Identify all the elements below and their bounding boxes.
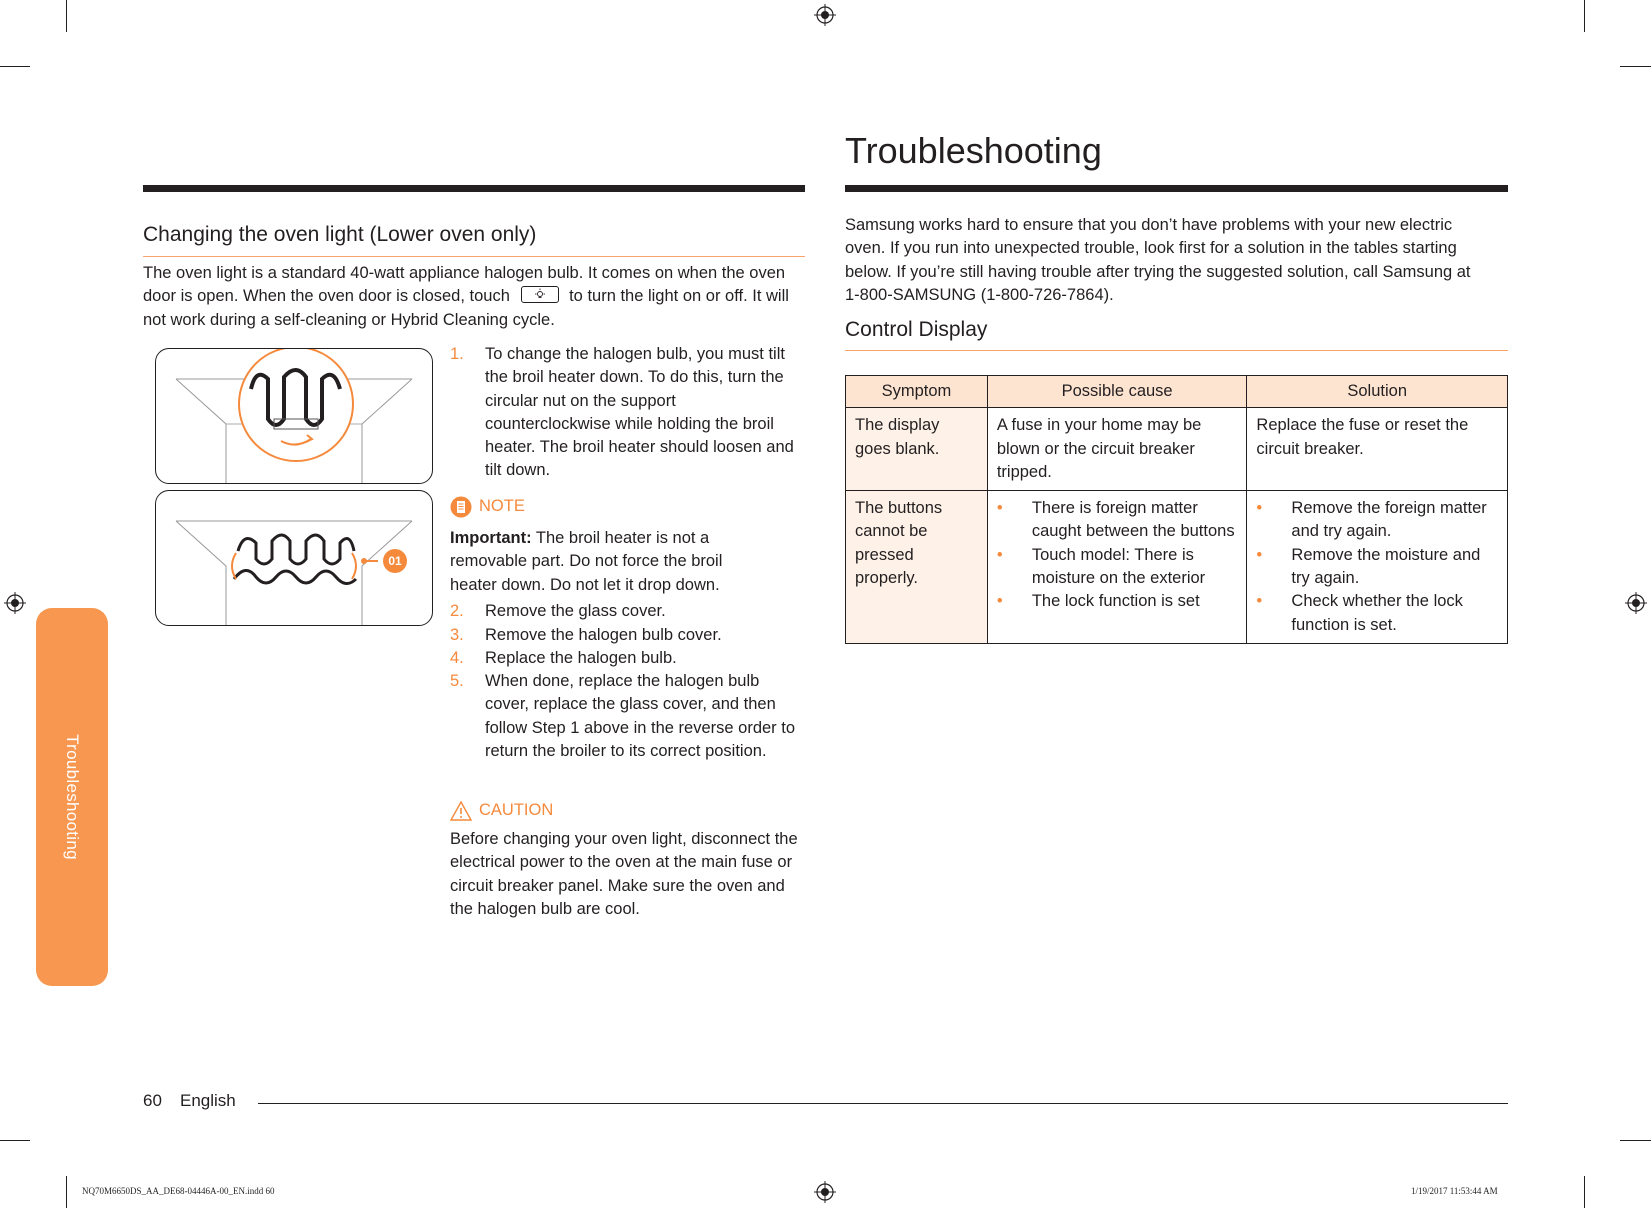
oven-broil-heater-illustration-top [155,348,433,484]
note-important-label: Important: [450,529,532,547]
registration-mark-icon [4,592,26,614]
left-column-rule [143,185,805,192]
list-item: • There is foreign matter caught between the buttons [997,497,1238,544]
list-item: • Check whether the lock function is set. [1256,590,1498,637]
table-row [846,491,1508,644]
column-header-solution: Solution [1247,376,1508,408]
list-item: • Remove the moisture and try again. [1256,544,1498,591]
step-number: 3. [450,626,464,644]
footer-rule [258,1103,1508,1104]
intro-text-part-1: The oven light is a standard 40-watt appliance halogen bulb. It comes on when the oven door is open. When the oven door is closed, touch [143,264,786,306]
step-number: 2. [450,602,464,620]
light-button-icon [521,286,559,303]
list-item: • The lock function is set [997,590,1238,613]
note-label: NOTE [479,497,525,515]
page-title: Troubleshooting [845,130,1102,171]
list-item: • Remove the foreign matter and try again. [1256,497,1498,544]
oven-light-intro [143,262,805,332]
footer-language: English [180,1091,236,1110]
crop-mark [1584,0,1585,32]
caution-text: Before changing your oven light, disconnect the electrical power to the oven at the main fuse or circuit breaker panel. Make sure the oven and the halogen bulb are cool. [450,830,798,918]
symptom-cell: The buttons cannot be pressed properly. [846,491,988,644]
step-text: Remove the glass cover. [485,602,666,620]
note-text: The broil heater is not a removable part. Do not force the broil heater down. Do not let it drop down. [450,529,723,594]
section-heading-oven-light: Changing the oven light (Lower oven only) [143,223,537,246]
caution-triangle-icon [450,801,472,821]
crop-mark [1620,66,1651,67]
step-number: 1. [450,345,464,363]
crop-mark [0,66,30,67]
solution-cell: Replace the fuse or reset the circuit breaker. [1247,408,1508,491]
column-header-cause: Possible cause [987,376,1247,408]
solution-list [1256,497,1498,637]
oven-broil-heater-illustration-bottom [155,490,433,626]
callout-01-badge [383,549,407,573]
step-text: Remove the halogen bulb cover. [485,626,722,644]
right-column-rule [845,185,1508,192]
print-slug-file: NQ70M6650DS_AA_DE68-04446A-00_EN.indd 60 [82,1186,275,1196]
intro-text-part-2: to turn the light on or off. It will not work during a self-cleaning or Hybrid Cleaning cycle. [143,287,789,329]
list-item: • Touch model: There is moisture on the exterior [997,544,1238,591]
table-row [846,408,1508,491]
crop-mark [1620,1140,1651,1141]
troubleshooting-table [845,375,1508,644]
cause-cell: A fuse in your home may be blown or the circuit breaker tripped. [987,408,1247,491]
step-text: Replace the halogen bulb. [485,649,677,667]
cause-list [997,497,1238,613]
page-number: 60 [143,1091,162,1110]
control-display-underline [845,350,1508,351]
registration-mark-icon [814,4,836,26]
table-header-row [846,376,1508,408]
note-icon [450,496,472,518]
step-text: To change the halogen bulb, you must tilt the broil heater down. To do this, turn the circular nut on the support counterclockwise while holding the broil heater. The broil heater should loosen and tilt down. [485,345,794,480]
solution-cell [1247,491,1508,644]
callout-01-label: 01 [388,554,402,568]
crop-mark [66,1176,67,1208]
print-slug-timestamp: 1/19/2017 11:53:44 AM [1411,1186,1498,1196]
crop-mark [1584,1176,1585,1208]
note-body [450,527,770,597]
column-header-symptom: Symptom [846,376,988,408]
symptom-cell: The display goes blank. [846,408,988,491]
troubleshooting-intro: Samsung works hard to ensure that you don’t have problems with your new electric oven. If you run into unexpected trouble, look first for a solution in the tables starting below. If you’re still having trouble after trying the suggested solution, call Samsung at 1-800-SAMSUNG (1-800-726-7864). [845,216,1471,304]
cause-cell [987,491,1247,644]
crop-mark [0,1140,30,1141]
side-tab-label: Troubleshooting [63,734,82,860]
section-heading-control-display: Control Display [845,318,988,341]
caution-label: CAUTION [479,801,554,819]
step-number: 4. [450,649,464,667]
step-text: When done, replace the halogen bulb cover, replace the glass cover, and then follow Step 1 above in the reverse order to return the broiler to its correct position. [485,672,796,760]
crop-mark [66,0,67,32]
section-heading-underline [143,256,805,257]
registration-mark-icon [1625,592,1647,614]
registration-mark-icon [814,1181,836,1203]
step-number: 5. [450,672,464,690]
